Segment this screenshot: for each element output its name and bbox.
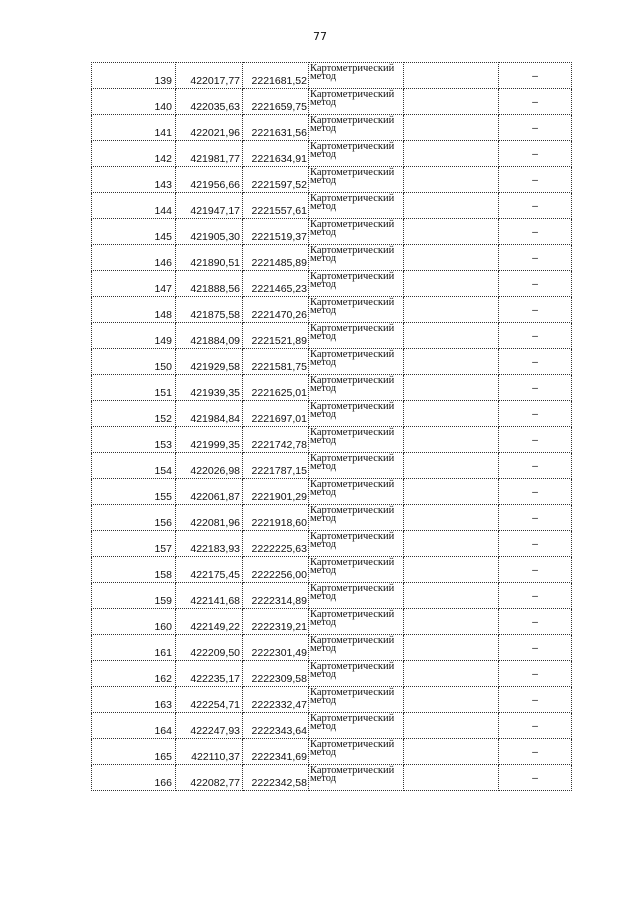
x-coordinate-cell: 422141,68 [176, 583, 243, 609]
x-coordinate-cell: 422081,96 [176, 505, 243, 531]
table-row [92, 557, 572, 583]
empty-cell [404, 505, 499, 531]
table-row [92, 349, 572, 375]
point-number-cell: 154 [92, 453, 176, 479]
method-cell: Картометрический метод [309, 635, 404, 661]
method-cell: Картометрический метод [309, 89, 404, 115]
method-cell: Картометрический метод [309, 687, 404, 713]
x-coordinate-cell: 422235,17 [176, 661, 243, 687]
method-cell: Картометрический метод [309, 297, 404, 323]
y-coordinate-cell: 2221519,37 [243, 219, 309, 245]
x-coordinate-cell: 421875,58 [176, 297, 243, 323]
point-number-cell: 156 [92, 505, 176, 531]
accuracy-cell: – [499, 141, 572, 167]
accuracy-cell: – [499, 193, 572, 219]
method-cell: Картометрический метод [309, 583, 404, 609]
method-cell: Картометрический метод [309, 531, 404, 557]
method-cell: Картометрический метод [309, 141, 404, 167]
coordinates-table [91, 62, 572, 791]
table-row [92, 609, 572, 635]
accuracy-cell: – [499, 609, 572, 635]
y-coordinate-cell: 2221634,91 [243, 141, 309, 167]
x-coordinate-cell: 422017,77 [176, 63, 243, 89]
method-cell: Картометрический метод [309, 739, 404, 765]
x-coordinate-cell: 422254,71 [176, 687, 243, 713]
y-coordinate-cell: 2222225,63 [243, 531, 309, 557]
accuracy-cell: – [499, 375, 572, 401]
y-coordinate-cell: 2222343,64 [243, 713, 309, 739]
method-cell: Картометрический метод [309, 453, 404, 479]
y-coordinate-cell: 2221659,75 [243, 89, 309, 115]
y-coordinate-cell: 2222332,47 [243, 687, 309, 713]
point-number-cell: 148 [92, 297, 176, 323]
x-coordinate-cell: 422149,22 [176, 609, 243, 635]
table-row [92, 167, 572, 193]
method-cell: Картометрический метод [309, 609, 404, 635]
x-coordinate-cell: 421999,35 [176, 427, 243, 453]
accuracy-cell: – [499, 453, 572, 479]
point-number-cell: 139 [92, 63, 176, 89]
method-cell: Картометрический метод [309, 661, 404, 687]
table-row [92, 661, 572, 687]
y-coordinate-cell: 2221742,78 [243, 427, 309, 453]
point-number-cell: 152 [92, 401, 176, 427]
y-coordinate-cell: 2222319,21 [243, 609, 309, 635]
x-coordinate-cell: 422021,96 [176, 115, 243, 141]
y-coordinate-cell: 2221625,01 [243, 375, 309, 401]
empty-cell [404, 557, 499, 583]
point-number-cell: 161 [92, 635, 176, 661]
point-number-cell: 153 [92, 427, 176, 453]
point-number-cell: 146 [92, 245, 176, 271]
accuracy-cell: – [499, 583, 572, 609]
accuracy-cell: – [499, 63, 572, 89]
accuracy-cell: – [499, 167, 572, 193]
point-number-cell: 141 [92, 115, 176, 141]
accuracy-cell: – [499, 661, 572, 687]
point-number-cell: 166 [92, 765, 176, 791]
empty-cell [404, 297, 499, 323]
empty-cell [404, 765, 499, 791]
accuracy-cell: – [499, 713, 572, 739]
point-number-cell: 145 [92, 219, 176, 245]
method-cell: Картометрический метод [309, 427, 404, 453]
x-coordinate-cell: 421956,66 [176, 167, 243, 193]
accuracy-cell: – [499, 245, 572, 271]
coordinates-table-body [92, 63, 572, 791]
point-number-cell: 157 [92, 531, 176, 557]
table-row [92, 323, 572, 349]
empty-cell [404, 63, 499, 89]
y-coordinate-cell: 2221901,29 [243, 479, 309, 505]
empty-cell [404, 739, 499, 765]
point-number-cell: 162 [92, 661, 176, 687]
method-cell: Картометрический метод [309, 193, 404, 219]
method-cell: Картометрический метод [309, 323, 404, 349]
method-cell: Картометрический метод [309, 167, 404, 193]
method-cell: Картометрический метод [309, 271, 404, 297]
method-cell: Картометрический метод [309, 219, 404, 245]
empty-cell [404, 349, 499, 375]
x-coordinate-cell: 421905,30 [176, 219, 243, 245]
y-coordinate-cell: 2221787,15 [243, 453, 309, 479]
method-cell: Картометрический метод [309, 245, 404, 271]
y-coordinate-cell: 2222341,69 [243, 739, 309, 765]
y-coordinate-cell: 2222256,00 [243, 557, 309, 583]
method-cell: Картометрический метод [309, 115, 404, 141]
y-coordinate-cell: 2221631,56 [243, 115, 309, 141]
y-coordinate-cell: 2221557,61 [243, 193, 309, 219]
point-number-cell: 160 [92, 609, 176, 635]
point-number-cell: 142 [92, 141, 176, 167]
accuracy-cell: – [499, 323, 572, 349]
empty-cell [404, 219, 499, 245]
table-row [92, 219, 572, 245]
accuracy-cell: – [499, 479, 572, 505]
y-coordinate-cell: 2222342,58 [243, 765, 309, 791]
point-number-cell: 144 [92, 193, 176, 219]
table-row [92, 63, 572, 89]
point-number-cell: 149 [92, 323, 176, 349]
point-number-cell: 143 [92, 167, 176, 193]
x-coordinate-cell: 422247,93 [176, 713, 243, 739]
point-number-cell: 158 [92, 557, 176, 583]
table-row [92, 531, 572, 557]
x-coordinate-cell: 421929,58 [176, 349, 243, 375]
y-coordinate-cell: 2222314,89 [243, 583, 309, 609]
empty-cell [404, 323, 499, 349]
table-row [92, 765, 572, 791]
y-coordinate-cell: 2221681,52 [243, 63, 309, 89]
table-row [92, 427, 572, 453]
x-coordinate-cell: 422026,98 [176, 453, 243, 479]
method-cell: Картометрический метод [309, 349, 404, 375]
x-coordinate-cell: 422082,77 [176, 765, 243, 791]
x-coordinate-cell: 421888,56 [176, 271, 243, 297]
x-coordinate-cell: 421890,51 [176, 245, 243, 271]
empty-cell [404, 167, 499, 193]
accuracy-cell: – [499, 401, 572, 427]
point-number-cell: 150 [92, 349, 176, 375]
x-coordinate-cell: 422110,37 [176, 739, 243, 765]
y-coordinate-cell: 2221485,89 [243, 245, 309, 271]
point-number-cell: 151 [92, 375, 176, 401]
accuracy-cell: – [499, 349, 572, 375]
y-coordinate-cell: 2221697,01 [243, 401, 309, 427]
accuracy-cell: – [499, 219, 572, 245]
accuracy-cell: – [499, 115, 572, 141]
empty-cell [404, 141, 499, 167]
method-cell: Картометрический метод [309, 401, 404, 427]
table-row [92, 375, 572, 401]
point-number-cell: 163 [92, 687, 176, 713]
method-cell: Картометрический метод [309, 557, 404, 583]
y-coordinate-cell: 2222301,49 [243, 635, 309, 661]
accuracy-cell: – [499, 89, 572, 115]
point-number-cell: 159 [92, 583, 176, 609]
empty-cell [404, 635, 499, 661]
empty-cell [404, 583, 499, 609]
y-coordinate-cell: 2221918,60 [243, 505, 309, 531]
method-cell: Картометрический метод [309, 713, 404, 739]
x-coordinate-cell: 422175,45 [176, 557, 243, 583]
table-row [92, 271, 572, 297]
table-row [92, 141, 572, 167]
y-coordinate-cell: 2221597,52 [243, 167, 309, 193]
x-coordinate-cell: 422209,50 [176, 635, 243, 661]
accuracy-cell: – [499, 765, 572, 791]
point-number-cell: 147 [92, 271, 176, 297]
empty-cell [404, 453, 499, 479]
accuracy-cell: – [499, 635, 572, 661]
accuracy-cell: – [499, 271, 572, 297]
empty-cell [404, 115, 499, 141]
table-row [92, 635, 572, 661]
table-row [92, 739, 572, 765]
x-coordinate-cell: 421884,09 [176, 323, 243, 349]
y-coordinate-cell: 2221581,75 [243, 349, 309, 375]
x-coordinate-cell: 422035,63 [176, 89, 243, 115]
table-row [92, 115, 572, 141]
point-number-cell: 155 [92, 479, 176, 505]
empty-cell [404, 193, 499, 219]
y-coordinate-cell: 2221521,89 [243, 323, 309, 349]
x-coordinate-cell: 421939,35 [176, 375, 243, 401]
accuracy-cell: – [499, 297, 572, 323]
y-coordinate-cell: 2221465,23 [243, 271, 309, 297]
empty-cell [404, 245, 499, 271]
accuracy-cell: – [499, 531, 572, 557]
empty-cell [404, 271, 499, 297]
x-coordinate-cell: 421984,84 [176, 401, 243, 427]
table-row [92, 583, 572, 609]
accuracy-cell: – [499, 739, 572, 765]
method-cell: Картометрический метод [309, 479, 404, 505]
accuracy-cell: – [499, 505, 572, 531]
method-cell: Картометрический метод [309, 63, 404, 89]
y-coordinate-cell: 2221470,26 [243, 297, 309, 323]
empty-cell [404, 531, 499, 557]
table-row [92, 687, 572, 713]
empty-cell [404, 427, 499, 453]
point-number-cell: 165 [92, 739, 176, 765]
table-row [92, 479, 572, 505]
table-row [92, 713, 572, 739]
empty-cell [404, 713, 499, 739]
method-cell: Картометрический метод [309, 765, 404, 791]
table-row [92, 401, 572, 427]
x-coordinate-cell: 422061,87 [176, 479, 243, 505]
x-coordinate-cell: 421981,77 [176, 141, 243, 167]
empty-cell [404, 89, 499, 115]
empty-cell [404, 687, 499, 713]
table-row [92, 245, 572, 271]
x-coordinate-cell: 421947,17 [176, 193, 243, 219]
page-number: 77 [313, 30, 327, 43]
method-cell: Картометрический метод [309, 375, 404, 401]
empty-cell [404, 401, 499, 427]
accuracy-cell: – [499, 427, 572, 453]
table-row [92, 505, 572, 531]
point-number-cell: 140 [92, 89, 176, 115]
empty-cell [404, 375, 499, 401]
x-coordinate-cell: 422183,93 [176, 531, 243, 557]
accuracy-cell: – [499, 557, 572, 583]
table-row [92, 297, 572, 323]
point-number-cell: 164 [92, 713, 176, 739]
empty-cell [404, 609, 499, 635]
accuracy-cell: – [499, 687, 572, 713]
table-row [92, 193, 572, 219]
y-coordinate-cell: 2222309,58 [243, 661, 309, 687]
method-cell: Картометрический метод [309, 505, 404, 531]
table-row [92, 89, 572, 115]
empty-cell [404, 479, 499, 505]
empty-cell [404, 661, 499, 687]
table-row [92, 453, 572, 479]
